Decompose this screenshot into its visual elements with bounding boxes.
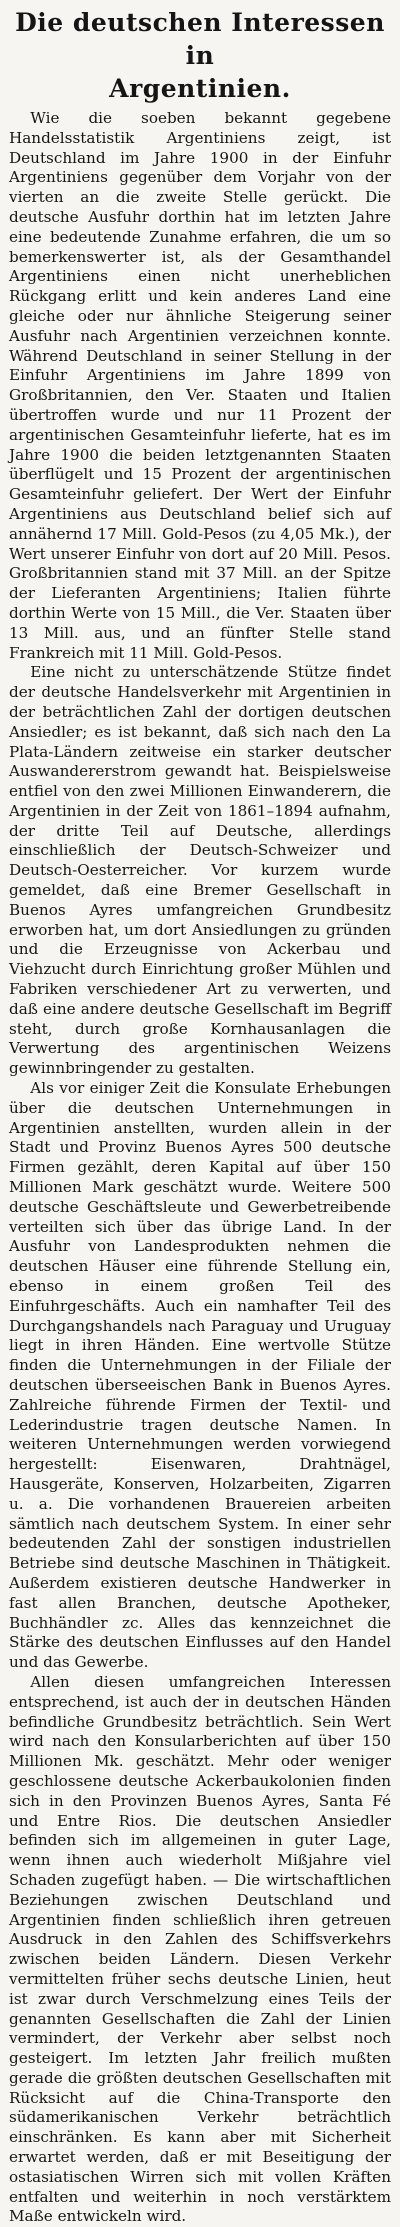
article-paragraph-4: Allen diesen umfangreichen Interessen entsprechend, ist auch der in deutschen Händen befindliche Grundbesitz beträchtlich. Sein Wert wird nach den Konsularberichten auf über 150 Millionen Mk. geschätzt. Mehr oder weniger geschlossene deutsche Ackerbaukolonien finden sich in den Provinzen Buenos Ayres, Santa Fé und Entre Rios. Die deutschen Ansiedler befinden sich im allgemeinen in guter Lage, wenn ihnen auch wiederholt Mißjahre viel Schaden zugefügt haben. — Die wirtschaftlichen Beziehungen zwischen Deutschland und Argentinien finden schließlich ihren getreuen Ausdruck in den Zahlen des Schiffsverkehrs zwischen beiden Ländern. Diesen Verkehr vermittelten früher sechs deutsche Linien, heut ist zwar durch Verschmelzung eines Teils der genannten Gesellschaften die Zahl der Linien vermindert, der Verkehr aber selbst noch gesteigert. Im letzten Jahr freilich mußten gerade die größten deutschen Gesellschaften mit Rücksicht auf die China-Transporte den südamerikanischen Verkehr beträchtlich einschränken. Es kann aber mit Sicherheit erwartet werden, daß er mit Beseitigung der ostasiatischen Wirren sich mit vollen Kräften entfalten und weiterhin in noch verstärktem Maße entwickeln wird. — [9, 1672, 391, 2226]
article-title-line-1: Die deutschen Interessen in — [15, 8, 385, 70]
article-paragraph-1: Wie die soeben bekannt gegebene Handelsstatistik Argentiniens zeigt, ist Deutschland im Jahre 1900 in der Einfuhr Argentiniens gegenüber dem Vorjahr von der vierten an die zweite Stelle gerückt. Die deutsche Ausfuhr dorthin hat im letzten Jahre eine bedeutende Zunahme erfahren, die um so bemerkenswerter ist, als der Gesamthandel Argentiniens einen nicht unerheblichen Rückgang erlitt und kein anderes Land eine gleiche oder nur ähnliche Steigerung seiner Ausfuhr nach Argentinien verzeichnen konnte. Während Deutschland in seiner Stellung in der Einfuhr Argentiniens im Jahre 1899 von Großbritannien, den Ver. Staaten und Italien übertroffen wurde und nur 11 Prozent der argentinischen Gesamteinfuhr lieferte, hat es im Jahre 1900 die beiden letztgenannten Staaten überflügelt und 15 Prozent der argentinischen Gesamteinfuhr geliefert. Der Wert der Einfuhr Argentiniens aus Deutschland belief sich auf annähernd 17 Mill. Gold-Pesos (zu 4,05 Mk.), der Wert unserer Einfuhr von dort auf 20 Mill. Pesos. Großbritannien stand mit 37 Mill. an der Spitze der Lieferanten Argentiniens; Italien führte dorthin Werte von 15 Mill., die Ver. Staaten über 13 Mill. aus, und an fünfter Stelle stand Frankreich mit 11 Mill. Gold-Pesos. — [9, 109, 391, 662]
article-body — [9, 109, 391, 2227]
article-paragraph-2: Eine nicht zu unterschätzende Stütze findet der deutsche Handelsverkehr mit Argentinien in der beträchtlichen Zahl der dortigen deutschen Ansiedler; es ist bekannt, daß sich nach den La Plata-Ländern zeitweise ein starker deutscher Auswandererstrom gewandt hat. Beispielsweise entfiel von den zwei Millionen Einwanderern, die Argentinien in der Zeit von 1861–1894 aufnahm, der dritte Teil auf Deutsche, allerdings einschließlich der Deutsch-Schweizer und Deutsch-Oesterreicher. Vor kurzem wurde gemeldet, daß eine Bremer Gesellschaft in Buenos Ayres umfangreichen Grundbesitz erworben hat, um dort Ansiedlungen zu gründen und die Erzeugnisse von Ackerbau und Viehzucht durch Einrichtung großer Mühlen und Fabriken verschiedener Art zu verwerten, und daß eine andere deutsche Gesellschaft im Begriff steht, durch große Kornhausanlagen die Verwertung des argentinischen Weizens gewinnbringender zu gestalten. — [9, 663, 391, 1078]
article-title — [9, 6, 391, 105]
article-title-line-2: Argentinien. — [109, 74, 291, 103]
article-paragraph-3: Als vor einiger Zeit die Konsulate Erhebungen über die deutschen Unternehmungen in Argentinien anstellten, wurden allein in der Stadt und Provinz Buenos Ayres 500 deutsche Firmen gezählt, deren Kapital auf über 150 Millionen Mark geschätzt wurde. Weitere 500 deutsche Geschäftsleute und Gewerbetreibende verteilten sich über das übrige Land. In der Ausfuhr von Landesprodukten nehmen die deutschen Häuser eine führende Stellung ein, ebenso in einem großen Teil des Einfuhrgeschäfts. Auch ein namhafter Teil des Durchgangshandels nach Paraguay und Uruguay liegt in ihren Händen. Eine wertvolle Stütze finden die Unternehmungen in der Filiale der deutschen überseeischen Bank in Buenos Ayres. Zahlreiche führende Firmen der Textil- und Lederindustrie tragen deutsche Namen. In weiteren Unternehmungen werden vorwiegend hergestellt: Eisenwaren, Drahtnägel, Hausgeräte, Konserven, Holzarbeiten, Zigarren u. a. Die vorhandenen Brauereien arbeiten sämtlich nach deutschem System. In einer sehr bedeutenden Zahl der sonstigen industriellen Betriebe sind deutsche Maschinen in Thätigkeit. Außerdem existieren deutsche Handwerker in fast allen Branchen, deutsche Apotheker, Buchhändler zc. Alles das kennzeichnet die Stärke des deutschen Einflusses auf den Handel und das Gewerbe. — [9, 1079, 391, 1672]
